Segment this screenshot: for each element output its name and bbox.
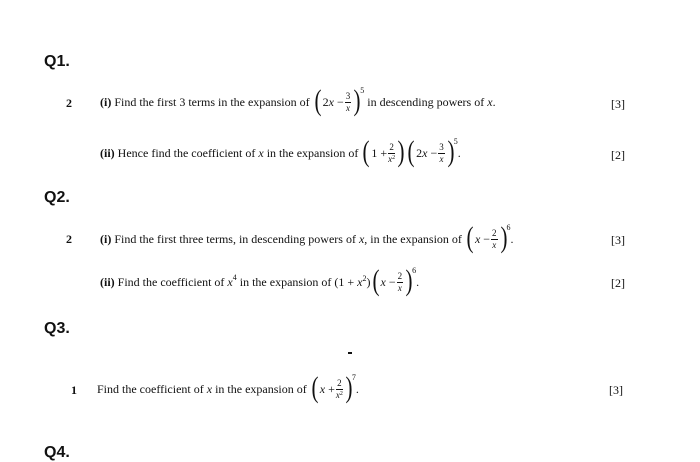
q1-ii-text: Hence find the coefficient of [117, 145, 256, 160]
stray-mark [348, 352, 352, 354]
q2-i-text2: , in the expansion of [364, 231, 462, 246]
q1-heading: Q1. [44, 53, 70, 70]
q1-ii-tag: (ii) [100, 145, 115, 160]
q1-part-i [100, 83, 496, 117]
q3-text: Find the coefficient of [97, 381, 204, 396]
q1-ii-text2: in the expansion of [266, 145, 359, 160]
q2-i-text: Find the first three terms, in descending powers of [114, 231, 356, 246]
q3-expression: ( x + $\frac{2}{x^2}$ ) 7 . [311, 370, 359, 404]
q1-number: 2 [66, 96, 72, 110]
q3-text2: in the expansion of [215, 381, 307, 396]
q3-question [97, 370, 359, 404]
q2-ii-mark: [2] [611, 276, 625, 290]
q2-ii-text2: in the expansion of [239, 274, 332, 289]
q2-i-mark: [3] [611, 233, 625, 247]
q3-var: x [206, 381, 213, 396]
q1-part-ii [100, 134, 461, 168]
q1-i-tag: (i) [100, 94, 112, 109]
q1-ii-expression: ( 1 + $\frac{2}{x^2}$ ) ( 2x − $\frac{3}{x}$ ) 5 . [362, 134, 461, 168]
q2-number: 2 [66, 232, 72, 246]
q1-i-text: Find the first 3 terms in the expansion of [114, 94, 310, 109]
q2-i-tag: (i) [100, 231, 112, 246]
q1-ii-mark: [2] [611, 148, 625, 162]
q3-mark: [3] [609, 383, 623, 397]
q1-i-var: x [487, 94, 493, 109]
q2-part-i [100, 220, 514, 254]
q2-ii-text: Find the coefficient of [117, 274, 225, 289]
q2-heading: Q2. [44, 189, 70, 206]
q2-i-var: x [358, 231, 365, 246]
q1-i-expression: ( 2x − $\frac{3}{x}$ ) 5 [314, 83, 365, 117]
q3-heading: Q3. [44, 320, 70, 337]
q1-i-after: in descending powers of [367, 94, 485, 109]
q3-number: 1 [71, 383, 77, 397]
q1-i-end: . [492, 94, 496, 109]
q2-ii-expression: $(1 + x^2)$ ( x − $\frac{2}{x}$ ) 6 . [334, 263, 420, 297]
q2-ii-tag: (ii) [100, 274, 115, 289]
q2-part-ii: (ii) Find the coefficient of x 4 in the expansion of $(1 + x^2)$ ( x − $\frac{2}{x}$ ) 6 . [100, 263, 420, 297]
q2-i-expression: ( x − $\frac{2}{x}$ ) 6 . [466, 220, 514, 254]
q1-ii-var: x [258, 145, 264, 160]
q1-i-mark: [3] [611, 97, 625, 111]
q4-heading: Q4. [44, 444, 70, 461]
